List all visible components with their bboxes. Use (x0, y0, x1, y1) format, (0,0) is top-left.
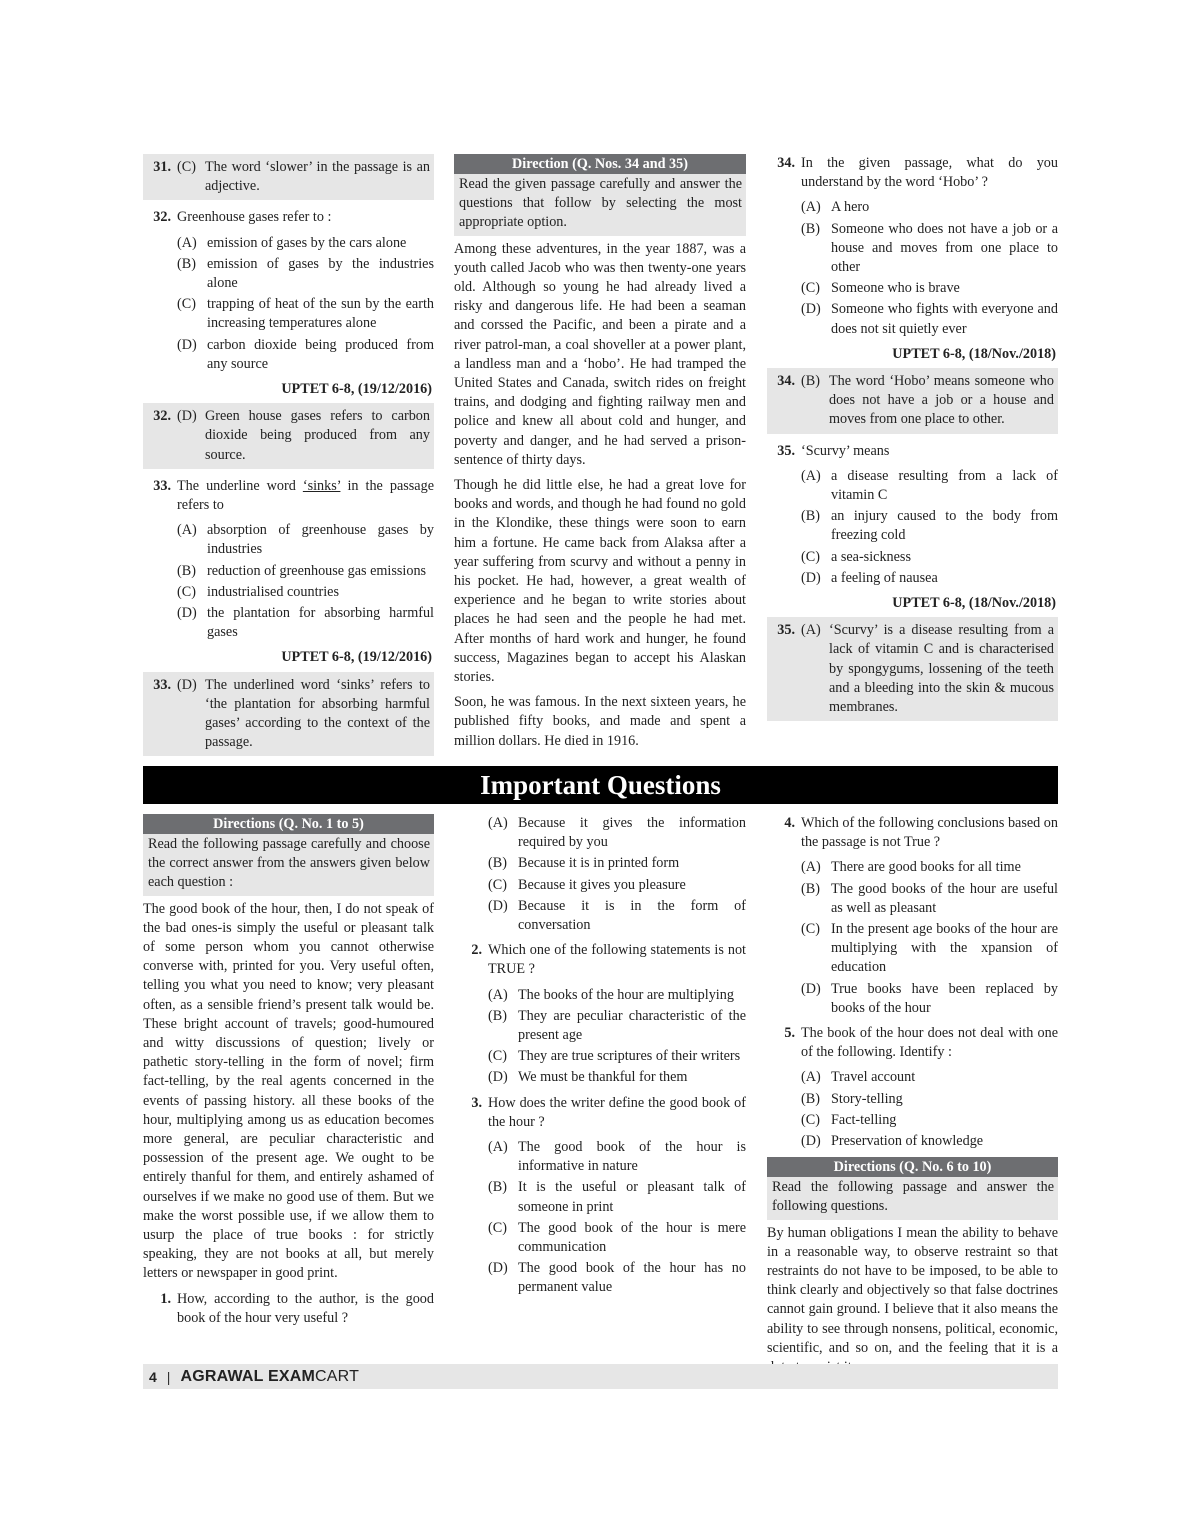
answer-letter: (C) (177, 159, 196, 175)
option (177, 521, 434, 559)
option-letter: (A) (801, 467, 821, 484)
option-letter: (A) (488, 815, 508, 831)
question-text: Which of the following conclusions based on the passage is not True ? (801, 815, 1058, 851)
question-number: 3. (471, 1094, 482, 1111)
option-text: The good book of the hour has no permanent value (518, 1260, 746, 1296)
option-text: Someone who does not have a job or a house and moves from one place to other (831, 220, 1058, 276)
option (801, 220, 1058, 278)
options-1 (488, 814, 746, 935)
options-32 (177, 234, 434, 374)
question-number: 2. (471, 942, 482, 959)
option (801, 569, 1058, 588)
question-number: 4. (784, 815, 795, 831)
exam-source: UPTET 6-8, (18/Nov./2018) (892, 595, 1056, 612)
option (177, 583, 434, 602)
option-letter: (C) (801, 548, 820, 565)
question-text: How does the writer define the good book of the hour ? (488, 1094, 746, 1130)
option-text: Because it is in the form of conversation (518, 897, 746, 934)
answer-text: The word ‘slower’ in the passage is an adjective. (205, 159, 430, 195)
brand-text-part: CART (315, 1367, 360, 1385)
footer-separator: | (166, 1368, 171, 1385)
option-text: Someone who fights with everyone and does not sit quietly ever (831, 301, 1058, 337)
option-letter: (D) (488, 1260, 508, 1277)
question-5 (767, 1024, 1058, 1062)
question-text-part: The underline word (177, 477, 303, 494)
answer-text: Green house gases refers to carbon dioxide being produced from any source. (205, 408, 430, 463)
answer-text: The underlined word ‘sinks’ refers to ‘the plantation for absorbing harmful gases’ according to the context of the passage. (205, 676, 430, 751)
option-text: Story-telling (831, 1090, 903, 1107)
option-text: Because it is in printed form (518, 855, 680, 872)
option-letter: (A) (801, 859, 821, 876)
option-text: A hero (831, 199, 870, 216)
answer-32 (143, 403, 434, 469)
option (177, 336, 434, 374)
option-letter: (C) (801, 280, 820, 297)
exam-source: UPTET 6-8, (19/12/2016) (281, 649, 432, 666)
passage-paragraph: The good book of the hour, then, I do not speak of the bad ones-is simply the useful or pleasant talk of some person whom you cannot otherwise converse with, printed for you. Very useful often, telling you what you need to know; very pleasant often, as a sensible friend’s present talk would be. These bright account of travels; good-humoured and witty discussions of question; lively or pathetic story-telling in the form of novel; firm fact-telling, by the real agents concerned in the events of passing history. all these books of the hour, multiplying among us as education becomes more general, are peculiar characteristic and possession of the present age. We ought to be entirely thanful for them, and entirely ashamed of ourselves if we make no good use of them. But we make the worst possible use, if we allow them to usurp the place of true books : for strictly speaking, they are not books at all, but merely letters or newspaper in good print. (143, 900, 434, 1282)
option-text: The good book of the hour is informative in nature (518, 1139, 746, 1175)
question-number: 1. (160, 1290, 171, 1307)
answer-number: 34. (777, 373, 795, 390)
option (488, 1259, 746, 1297)
question-2 (454, 941, 746, 979)
answer-35 (767, 617, 1058, 721)
option-letter: (A) (177, 522, 197, 539)
option (177, 562, 434, 581)
option-text: carbon dioxide being produced from any source (207, 336, 434, 372)
option (488, 986, 746, 1005)
answer-number: 33. (153, 676, 171, 693)
option-letter: (D) (488, 897, 508, 914)
answer-letter: (D) (177, 676, 197, 693)
question-text-part: in the passage refers to (177, 477, 434, 514)
option (801, 279, 1058, 298)
options-4 (801, 858, 1058, 1018)
column-2-top (454, 154, 746, 757)
answer-31 (143, 154, 434, 200)
answer-number: 32. (153, 408, 171, 425)
answer-34 (767, 368, 1058, 434)
option-text: They are true scriptures of their writers (518, 1048, 741, 1065)
option-letter: (B) (177, 562, 196, 579)
option-letter: (B) (488, 1179, 507, 1196)
option (801, 548, 1058, 567)
column-3-bottom (767, 814, 1058, 1383)
options-34 (801, 198, 1058, 338)
option-letter: (A) (488, 1139, 508, 1156)
question-text: Greenhouse gases refer to : (177, 209, 332, 226)
option (801, 507, 1058, 545)
column-2-bottom (454, 814, 746, 1304)
question-text: Which one of the following statements is not TRUE ? (488, 942, 746, 978)
option (488, 876, 746, 895)
option-text: In the present age books of the hour are multiplying with the xpansion of education (831, 921, 1058, 976)
answer-33 (143, 672, 434, 757)
question-number: 35. (777, 442, 795, 459)
option (801, 1132, 1058, 1151)
question-text: In the given passage, what do you understand by the word ‘Hobo’ ? (801, 155, 1058, 191)
passage-paragraph: Soon, he was famous. In the next sixteen years, he published fifty books, and made and spent a million dollars. He died in 1916. (454, 694, 746, 749)
option (801, 198, 1058, 217)
column-1-top (143, 154, 434, 764)
option-text: the plantation for absorbing harmful gases (207, 605, 434, 641)
option-letter: (C) (488, 876, 507, 893)
passage-paragraph: By human obligations I mean the ability to behave in a reasonable way, to observe restraint so that restraints do not have to be imposed, to be able to think clearly and objectively so that false doctrines cannot gain ground. I believe that it also means the ability to see through nonsens, political, economic, scientific, and so on, and the feeling that it is a (767, 1224, 1058, 1356)
options-3 (488, 1138, 746, 1298)
option-text: a sea-sickness (831, 548, 911, 565)
direction-heading: Directions (Q. No. 1 to 5) (143, 814, 434, 834)
option (488, 1219, 746, 1257)
option-text: Preservation of knowledge (831, 1133, 984, 1150)
option-letter: (A) (801, 1069, 821, 1086)
direction-heading: Direction (Q. Nos. 34 and 35) (454, 154, 746, 174)
option-text: Because it gives you pleasure (518, 876, 686, 893)
option (801, 1090, 1058, 1109)
option (488, 814, 746, 852)
question-number: 32. (153, 209, 171, 226)
options-5 (801, 1068, 1058, 1151)
option-letter: (C) (177, 296, 196, 313)
option-letter: (B) (801, 220, 820, 237)
question-33 (143, 477, 434, 515)
question-number: 34. (777, 155, 795, 171)
option (488, 1178, 746, 1216)
direction-text: Read the following passage and answer the following questions. (767, 1177, 1058, 1219)
option (488, 1007, 746, 1045)
option (488, 1068, 746, 1087)
option (801, 880, 1058, 918)
option-text: The good books of the hour are useful as well as pleasant (831, 880, 1058, 916)
options-2 (488, 986, 746, 1088)
option-text: The good book of the hour is mere communication (518, 1219, 746, 1256)
option-letter: (C) (177, 583, 196, 600)
passage-paragraph: Though he did little else, he had a great love for books and words, and though he had found no gold in the Klondike, these things were soon to earn him a fortune. He came back from Alaksa after a year suffering from scurvy and without a penny in his pocket. He had, however, a great wealth of experience and he began to write stories about places he had seen and the people he had met. After months of hard work and hunger, he found success, Magazines began to accept his Alaskan stories. (454, 477, 746, 686)
passage-paragraph: Among these adventures, in the year 1887, was a youth called Jacob who was then twenty-one years old. Although so young he had already lived a risky and dangerous life. He had been a seaman and corssed the Pacific, and been a pirate and a river patrol-man, a coal shoveller at a power plant, a landless man and a ‘hobo’. He had tramped the United States and Canada, switch rides on freight trains, and dodging and fighting railway men and police and knew all about cold and hunger, and poverty and danger, and he had served a prison-sentence of thirty days. (454, 240, 746, 468)
option (488, 1047, 746, 1066)
answer-number: 35. (777, 622, 795, 639)
option-letter: (B) (801, 1090, 820, 1107)
option-letter: (D) (801, 1133, 821, 1150)
column-1-bottom (143, 814, 434, 1334)
question-4 (767, 814, 1058, 852)
option (801, 467, 1058, 505)
question-34 (767, 154, 1058, 192)
option-text: industrialised countries (207, 583, 339, 600)
underlined-word: ‘sinks’ (302, 477, 341, 494)
option-letter: (D) (488, 1069, 508, 1086)
option-letter: (D) (177, 336, 197, 353)
brand-logo (180, 1368, 359, 1386)
option-text: There are good books for all time (831, 859, 1021, 876)
option-letter: (D) (177, 605, 197, 622)
option-letter: (B) (488, 855, 507, 872)
option (801, 920, 1058, 978)
direction-text: Read the given passage carefully and answer the questions that follow by selecting the most appropriate option. (454, 174, 746, 236)
option-text: a disease resulting from a lack of vitamin C (831, 467, 1058, 504)
option-text: reduction of greenhouse gas emissions (207, 562, 427, 579)
answer-text: ‘Scurvy’ is a disease resulting from a lack of vitamin C and is characterised by spongygums, lossening of the teeth and a bleeding into the skin & mucous membranes. (829, 622, 1054, 716)
answer-letter: (A) (801, 622, 821, 639)
option (177, 604, 434, 642)
option-text: a feeling of nausea (831, 569, 938, 586)
question-number: 5. (784, 1025, 795, 1042)
page-footer (143, 1364, 1058, 1389)
brand-text-part: AGRAWAL (180, 1367, 268, 1385)
option (801, 1068, 1058, 1087)
option-letter: (B) (177, 255, 196, 272)
option-letter: (C) (801, 1111, 820, 1128)
brand-text-part: EXAM (267, 1367, 315, 1385)
question-1 (143, 1290, 434, 1328)
option-letter: (C) (488, 1219, 507, 1236)
option-letter: (D) (801, 569, 821, 586)
option-text: Travel account (831, 1069, 916, 1086)
exam-source: UPTET 6-8, (18/Nov./2018) (892, 345, 1056, 362)
option (488, 854, 746, 873)
options-35 (801, 467, 1058, 588)
question-text (177, 477, 434, 515)
column-3-top (767, 154, 1058, 729)
question-32 (143, 208, 434, 227)
direction-heading: Directions (Q. No. 6 to 10) (767, 1157, 1058, 1177)
question-3 (454, 1094, 746, 1132)
option-letter: (B) (801, 880, 820, 897)
option (177, 255, 434, 293)
option-text: Because it gives the information required by you (518, 815, 746, 851)
question-35 (767, 442, 1058, 461)
option-text: absorption of greenhouse gases by industries (207, 522, 434, 558)
option-letter: (D) (801, 301, 821, 318)
option-letter: (B) (488, 1007, 507, 1024)
question-text: How, according to the author, is the good book of the hour very useful ? (177, 1290, 434, 1326)
question-text: ‘Scurvy’ means (801, 442, 890, 459)
option (801, 1111, 1058, 1130)
answer-letter: (B) (801, 373, 820, 390)
option-letter: (D) (801, 980, 821, 997)
option (801, 980, 1058, 1018)
option-text: an injury caused to the body from freezing cold (831, 508, 1058, 544)
option-text: emission of gases by the industries alone (207, 255, 434, 292)
option-text: trapping of heat of the sun by the earth increasing temperatures alone (207, 296, 434, 332)
option-letter: (C) (801, 921, 820, 938)
answer-letter: (D) (177, 408, 197, 425)
option-text: emission of gases by the cars alone (207, 234, 407, 251)
direction-text: Read the following passage carefully and choose the correct answer from the answers given below each question : (143, 834, 434, 896)
option (488, 897, 746, 935)
option-letter: (A) (488, 986, 508, 1003)
exam-source: UPTET 6-8, (19/12/2016) (281, 381, 432, 398)
section-banner: Important Questions (143, 766, 1058, 804)
option-letter: (A) (177, 234, 197, 251)
question-text: The book of the hour does not deal with one of the following. Identify : (801, 1025, 1058, 1061)
option-text: Someone who is brave (831, 280, 960, 297)
option-text: It is the useful or pleasant talk of someone in print (518, 1179, 746, 1215)
option (488, 1138, 746, 1176)
option-text: We must be thankful for them (518, 1069, 688, 1086)
option-text: True books have been replaced by books of the hour (831, 980, 1058, 1016)
option-text: The books of the hour are multiplying (518, 986, 734, 1003)
page-number: 4 (149, 1368, 157, 1385)
option-letter: (A) (801, 199, 821, 216)
option (177, 234, 434, 253)
option-letter: (B) (801, 508, 820, 525)
option (177, 295, 434, 333)
option-text: Fact-telling (831, 1111, 897, 1128)
answer-number: 31. (153, 159, 171, 175)
option-letter: (C) (488, 1048, 507, 1065)
question-number: 33. (153, 477, 171, 494)
option (801, 858, 1058, 877)
option (801, 300, 1058, 338)
answer-text: The word ‘Hobo’ means someone who does not have a job or a house and moves from one place to other. (829, 373, 1054, 428)
options-33 (177, 521, 434, 642)
option-text: They are peculiar characteristic of the present age (518, 1007, 746, 1044)
